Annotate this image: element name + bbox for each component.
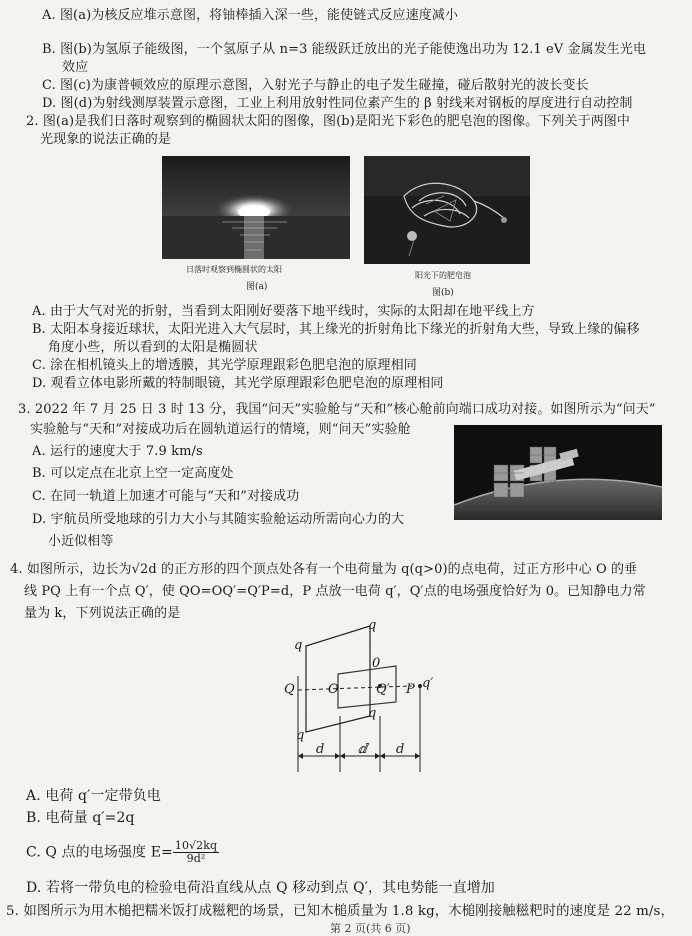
fraction-denominator: 9d² (186, 852, 206, 865)
charge-label-q-prime: q′ (422, 676, 434, 691)
photo-b-caption: 阳光下的肥皂泡 (415, 271, 471, 280)
q2-option-b: B. 太阳本身接近球状，太阳光进入大气层时，其上缘光的折射角比下缘光的折射角大些，导致上缘的偏移 (32, 322, 640, 337)
q1-option-b-cont: 效应 (62, 60, 89, 75)
point-label-o-top: 0 (372, 656, 381, 671)
q2-stem-line-1: 2. 图(a)是我们日落时观察到的椭圆状太阳的图像，图(b)是阳光下彩色的肥皂泡的图像。下列关于两图中 (26, 114, 630, 129)
q2-option-c: C. 涂在相机镜头上的增透膜，其光学原理跟彩色肥皂泡的原理相同 (32, 358, 417, 373)
distance-label-d-left: d (316, 742, 325, 757)
sunset-photo (162, 156, 350, 259)
q1-option-a: A. 图(a)为核反应堆示意图，将铀棒插入深一些，能使链式反应速度减小 (42, 8, 459, 23)
distance-label-d-right: d (396, 742, 405, 757)
q3-option-a: A. 运行的速度大于 7.9 km/s (32, 444, 203, 459)
q2-option-d: D. 观看立体电影所戴的特制眼镜，其光学原理跟彩色肥皂泡的原理相同 (32, 376, 444, 391)
point-label-o: O (328, 682, 339, 697)
q3-option-d: D. 宇航员所受地球的引力大小与其随实验舱运动所需向心力的大 (32, 512, 405, 527)
point-label-q-prime: Q′ (376, 682, 390, 697)
q3-option-b: B. 可以定点在北京上空一定高度处 (32, 466, 234, 481)
q3-option-d-cont: 小近似相等 (48, 534, 114, 549)
q4-stem-line-1: 4. 如图所示，边长为√2d 的正方形的四个顶点处各有一个电荷量为 q(q>0)的点电荷，过正方形中心 O 的垂 (10, 562, 638, 577)
fraction-numerator: 10√2kq (174, 839, 218, 852)
q5-stem: 5. 如图所示为用木槌把糯米饭打成糍粑的场景，已知木槌质量为 1.8 kg，木槌刚接触糍粑时的速度是 22 m/s， (6, 904, 674, 919)
distance-label-d-middle: ⅆ (358, 742, 368, 757)
q1-option-b: B. 图(b)为氢原子能级图，一个氢原子从 n=3 能级跃迁放出的光子能使逸出功为 12.1 eV 金属发生光电 (42, 42, 647, 57)
q4-option-c (26, 840, 219, 865)
q3-stem-line-1: 3. 2022 年 7 月 25 日 3 时 13 分，我国“问天”实验舱与“天和”核心舱前向端口成功对接。如图所示为“问天” (18, 402, 656, 417)
page-footer: 第 2 页(共 6 页) (330, 922, 411, 935)
q2-option-a: A. 由于大气对光的折射，当看到太阳刚好要落下地平线时，实际的太阳却在地平线上方 (32, 304, 535, 319)
q4-stem-line-3: 量为 k，下列说法正确的是 (24, 606, 181, 621)
q2-option-b-cont: 角度小些，所以看到的太阳是椭圆状 (48, 340, 258, 355)
photo-a-caption: 日落时观察到椭圆状的太阳 (186, 265, 282, 274)
q3-stem-line-2: 实验舱与“天和”对接成功后在圆轨道运行的情境，则“问天”实验舱 (30, 422, 411, 437)
photo-b-label: 图(b) (432, 288, 454, 298)
space-station-photo (454, 425, 662, 520)
point-label-p: P (406, 682, 415, 697)
q4-option-d: D. 若将一带负电的检验电荷沿直线从点 Q 移动到点 Q′，其电势能一直增加 (26, 880, 495, 896)
soap-bubble-photo (364, 156, 530, 264)
q2-stem-line-2: 光现象的说法正确的是 (40, 132, 172, 147)
charge-label-q-top-left: q (294, 638, 303, 653)
q4-stem-line-2: 线 PQ 上有一个点 Q′，使 QO=OQ′=Q′P=d，P 点放一电荷 q′，Q′点的电场强度恰好为 0。已知静电力常 (24, 584, 646, 599)
charge-label-q-bottom-right: q (368, 706, 377, 721)
q4-option-c-text: C. Q 点的电场强度 E= (26, 844, 173, 861)
q1-option-c: C. 图(c)为康普顿效应的原理示意图，入射光子与静止的电子发生碰撞，碰后散射光的波长变长 (42, 78, 589, 93)
q4-option-b: B. 电荷量 q′=2q (26, 810, 135, 826)
charge-label-q-bottom-left: q (296, 728, 305, 743)
q3-option-c: C. 在同一轨道上加速才可能与“天和”对接成功 (32, 489, 300, 504)
photo-a-label: 图(a) (246, 282, 268, 292)
point-label-q: Q (284, 682, 295, 697)
field-strength-fraction (173, 840, 219, 865)
q1-option-d: D. 图(d)为射线测厚装置示意图，工业上利用放射性同位素产生的 β 射线来对钢板的厚度进行自动控制 (42, 96, 633, 111)
charge-label-q-top-right: q (368, 618, 377, 633)
q4-option-a: A. 电荷 q′一定带负电 (26, 788, 161, 804)
